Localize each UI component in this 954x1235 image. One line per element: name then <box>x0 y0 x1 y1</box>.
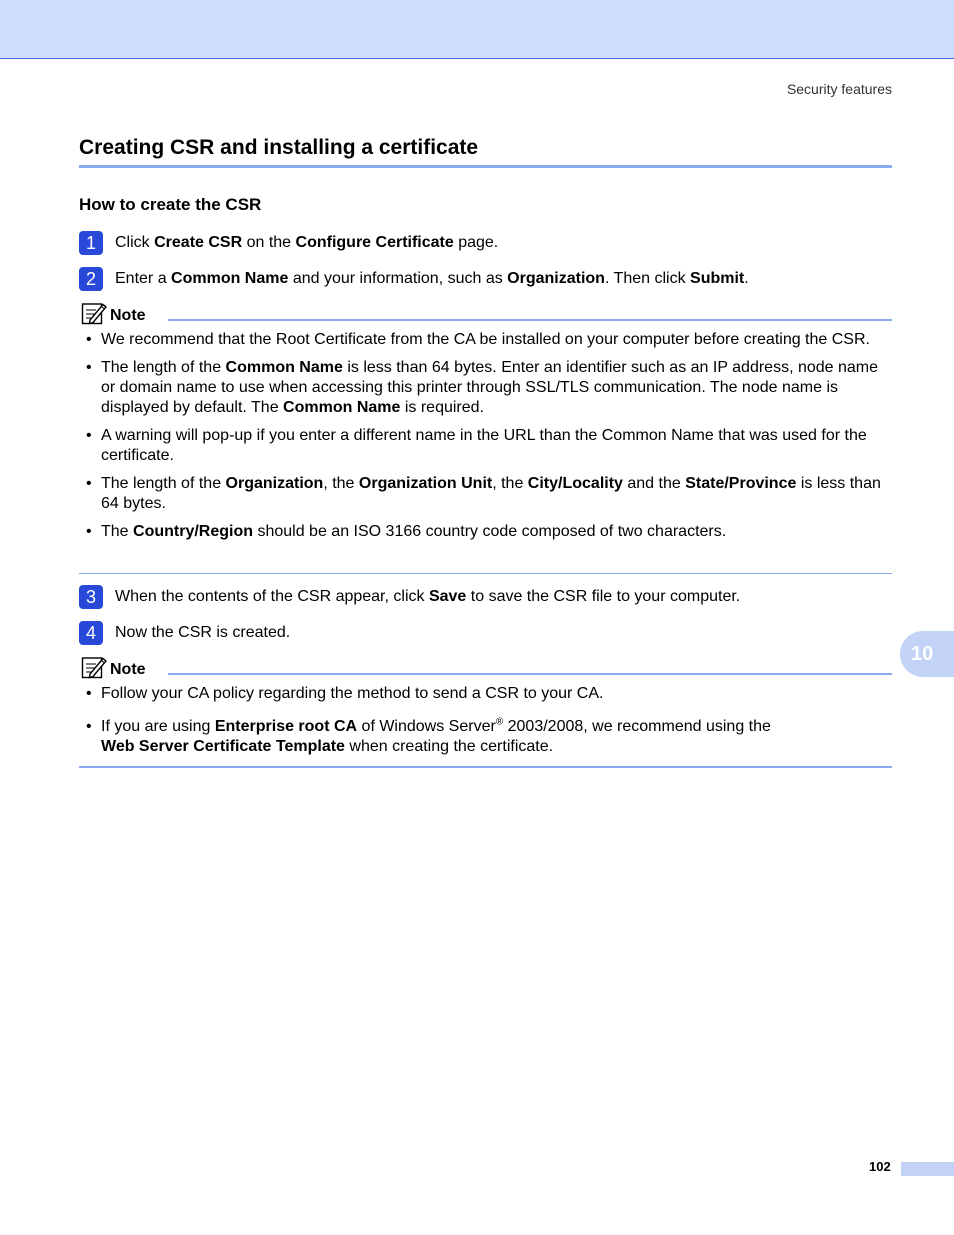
note-label: Note <box>110 661 146 678</box>
page-title: Creating CSR and installing a certificate <box>79 136 479 159</box>
top-band <box>0 0 954 59</box>
list-item: • If you are using Enterprise root CA of Windows Server® 2003/2008, we recommend using the Web Server Certificate Template when creating the certificate. <box>79 717 892 757</box>
page-number-bar <box>901 1162 954 1176</box>
list-item: • The Country/Region should be an ISO 3166 country code composed of two characters. <box>79 522 892 542</box>
step-text: Now the CSR is created. <box>115 624 291 641</box>
note-header <box>79 655 892 683</box>
section-subtitle: How to create the CSR <box>79 195 262 214</box>
note-pencil-icon <box>81 301 107 325</box>
step-number-badge: 2 <box>79 267 103 291</box>
note-rule <box>168 673 892 675</box>
step-number-badge: 4 <box>79 621 103 645</box>
step-number-badge: 1 <box>79 231 103 255</box>
step-number-badge: 3 <box>79 585 103 609</box>
note-rule <box>168 319 892 321</box>
chapter-tab: 10 <box>900 631 954 677</box>
step-text: Enter a Common Name and your information, such as Organization. Then click Submit. <box>115 270 749 287</box>
note-2-list <box>79 684 892 765</box>
list-item: • We recommend that the Root Certificate from the CA be installed on your computer before creating the CSR. <box>79 330 892 350</box>
list-item: • The length of the Organization, the Organization Unit, the City/Locality and the State/Province is less than 64 bytes. <box>79 474 892 514</box>
list-item: • A warning will pop-up if you enter a different name in the URL than the Common Name that was used for the certificate. <box>79 426 892 466</box>
list-item: • Follow your CA policy regarding the method to send a CSR to your CA. <box>79 684 892 704</box>
running-header: Security features <box>786 81 892 97</box>
title-rule <box>79 165 892 168</box>
note-header <box>79 301 892 329</box>
note-end-rule <box>79 766 892 768</box>
page-number: 102 <box>869 1159 891 1174</box>
step-text: When the contents of the CSR appear, click Save to save the CSR file to your computer. <box>115 588 741 605</box>
list-item: • The length of the Common Name is less than 64 bytes. Enter an identifier such as an IP address, node name or domain name to use when accessing this printer through SSL/TLS communication. The node name is displayed by default. The Common Name is required. <box>79 358 892 418</box>
note-pencil-icon <box>81 655 107 679</box>
note-1-list <box>79 330 892 550</box>
step-text: Click Create CSR on the Configure Certificate page. <box>115 234 499 251</box>
note-end-rule <box>79 573 892 574</box>
note-label: Note <box>110 307 146 324</box>
